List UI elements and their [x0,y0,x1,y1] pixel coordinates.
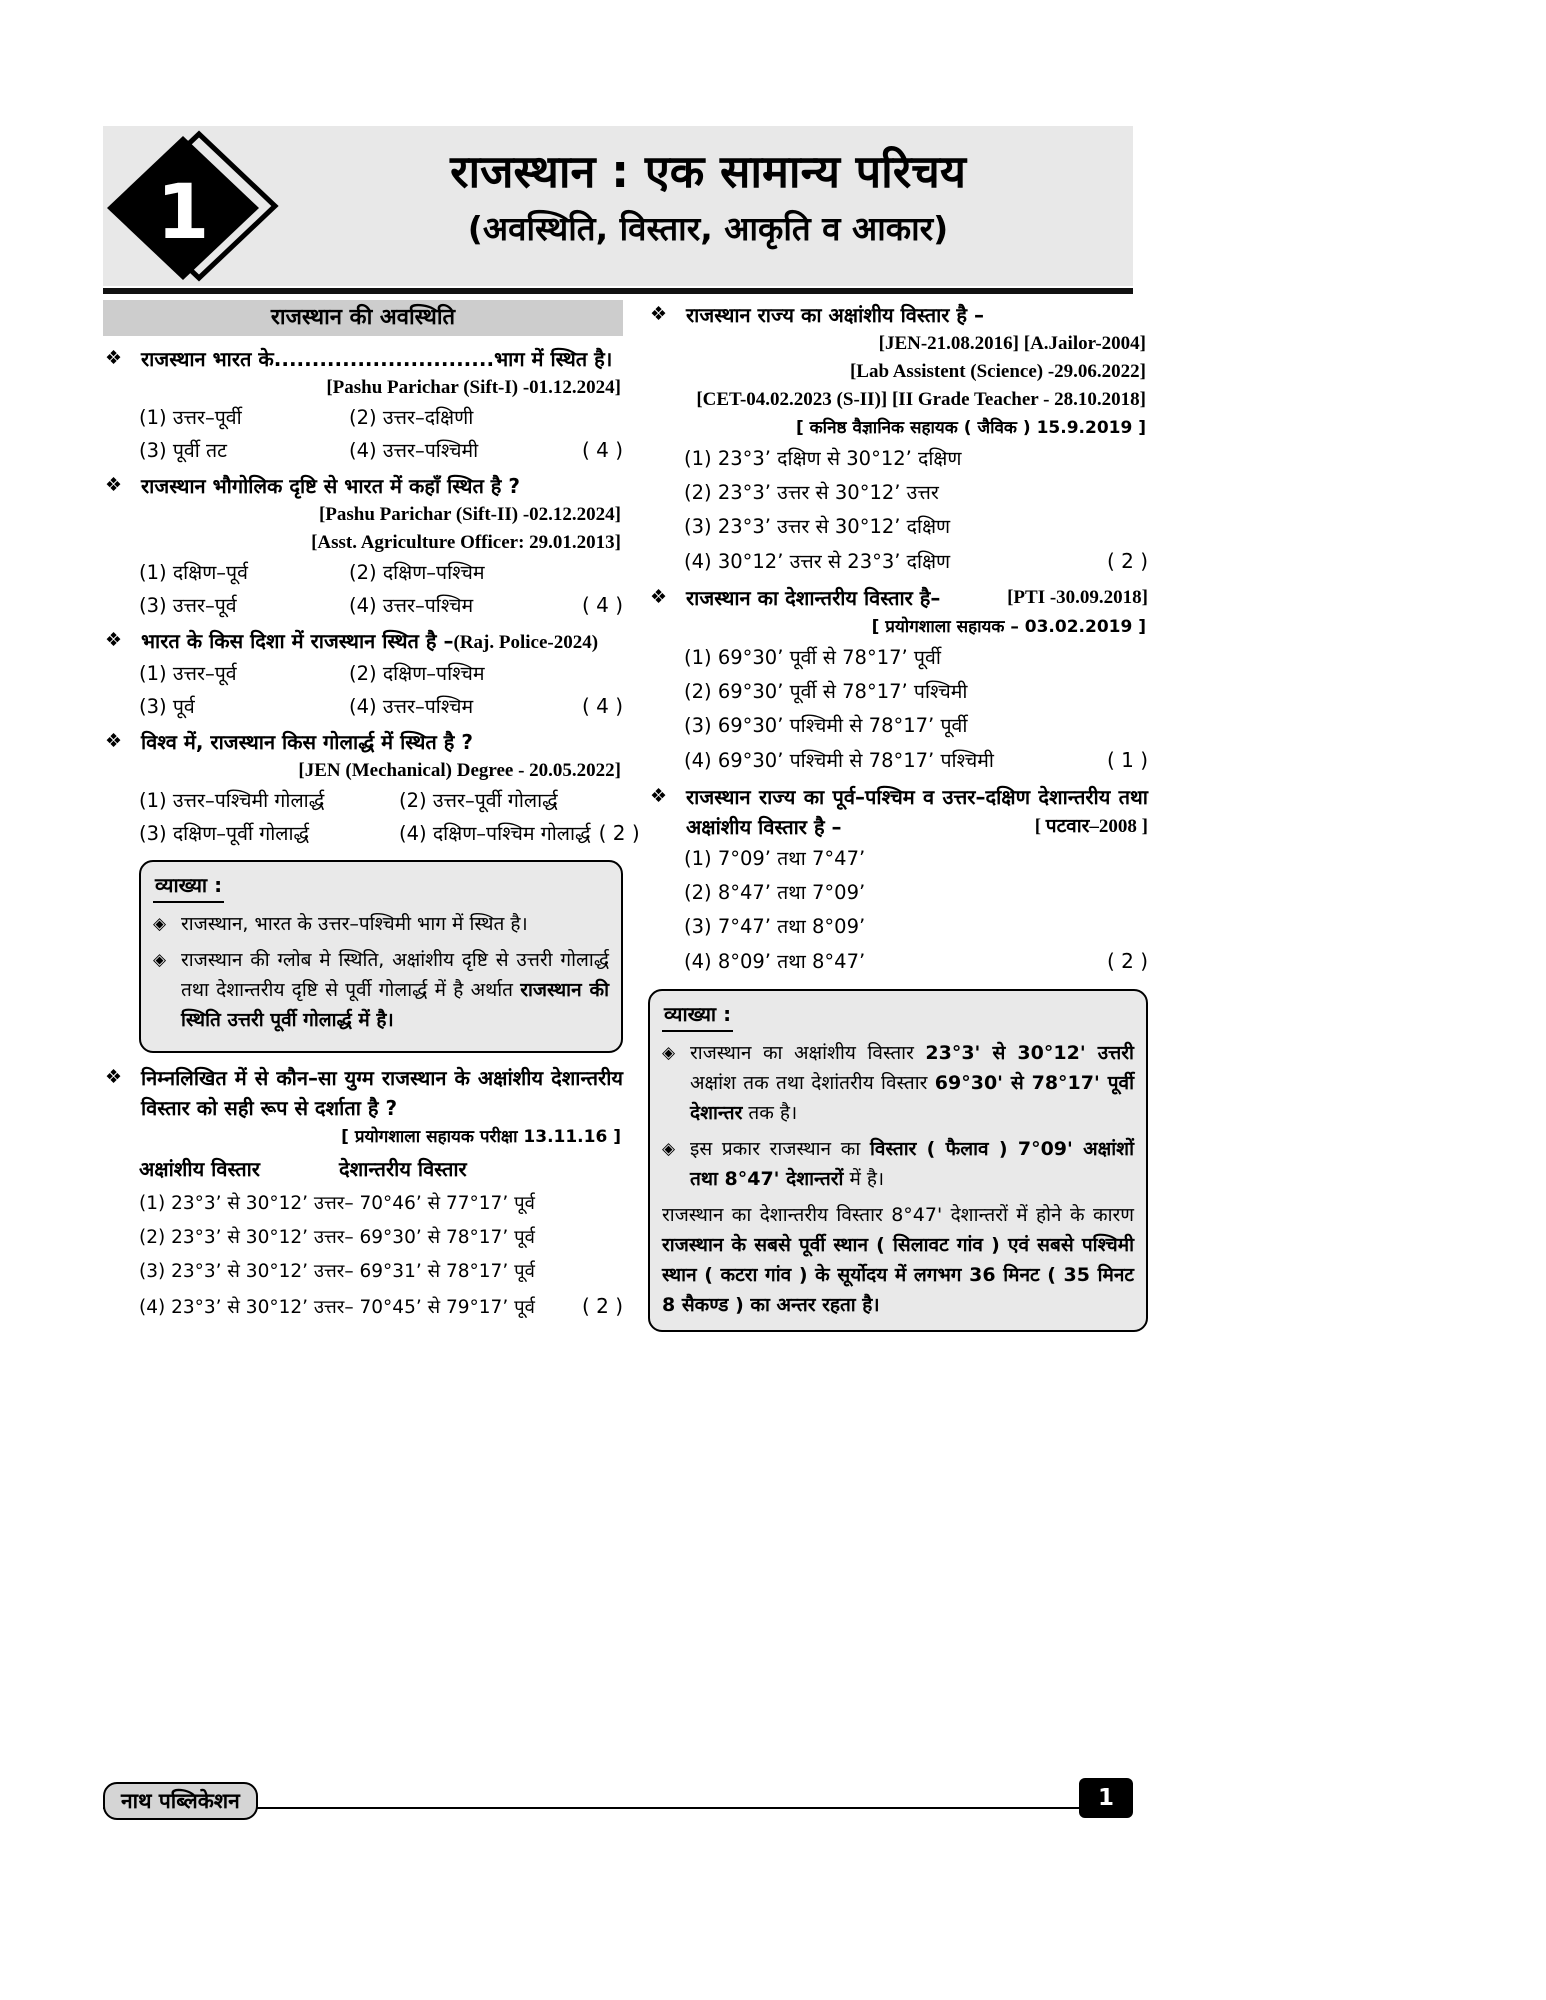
option-4[interactable]: (4) 8°09’ तथा 8°47’ [684,950,866,973]
explanation-1-part-c: अक्षांश तक तथा देशांतरीय विस्तार [690,1072,935,1094]
explain-bullet-icon: ◈ [153,950,167,969]
option-1[interactable]: (1) दक्षिण–पूर्व [139,561,248,584]
chapter-number-badge [103,130,281,282]
option-1[interactable]: (1) 23°3’ दक्षिण से 30°12’ दक्षिण [684,447,962,470]
chapter-number: 1 [156,167,210,256]
question-3-text [141,626,623,658]
column-header-longitude: देशान्तरीय विस्तार [339,1157,467,1181]
option-3[interactable]: (3) पूर्वी तट [139,439,227,462]
question-6-source-2: [Lab Assistent (Science) -29.06.2022] [849,361,1146,382]
option-4[interactable]: (4) 30°12’ उत्तर से 23°3’ दक्षिण [684,550,951,573]
chapter-subtitle: (अवस्थिति, विस्तार, आकृति व आकार) [467,209,949,248]
option-1[interactable]: (1) 7°09’ तथा 7°47’ [684,847,866,870]
explanation-1-part-d: 69°30' से 78°17' पूर्वी देशान्तर [690,1072,1134,1124]
chapter-title: राजस्थान : एक सामान्य परिचय [450,145,966,198]
explanation-1-part-b: 23°3' से 30°12' उत्तरी [925,1042,1134,1064]
option-1[interactable]: (1) 69°30’ पूर्वी से 78°17’ पूर्वी [684,646,941,669]
option-3[interactable]: (3) 23°3’ से 30°12’ उत्तर– 69°31’ से 78°17’ पूर्व [139,1261,535,1282]
question-4 [103,727,640,850]
option-3[interactable]: (3) दक्षिण–पूर्वी गोलार्द्ध [139,822,310,845]
question-1-options [139,402,623,467]
option-2[interactable]: (2) 23°3’ उत्तर से 30°12’ उत्तर [684,481,939,504]
question-1-text: राजस्थान भारत के.............................भाग में स्थित है। [141,347,613,371]
column-header-latitude: अक्षांशीय विस्तार [139,1157,260,1181]
explanation-2-part-c: में है। [843,1168,885,1190]
option-2[interactable]: (2) 69°30’ पूर्वी से 78°17’ पश्चिमी [684,680,968,703]
question-1 [103,344,623,467]
option-2[interactable]: (2) उत्तर–पूर्वी गोलार्द्ध [399,789,558,812]
question-3-options [139,658,623,723]
explanation-title: व्याख्या : [662,999,733,1032]
question-7 [648,583,1148,778]
explanation-item-2-bold: राजस्थान की स्थिति उत्तरी पूर्वी गोलार्द्ध में है। [181,979,609,1031]
option-2[interactable]: (2) 8°47’ तथा 7°09’ [684,881,866,904]
question-5 [103,1063,623,1325]
publisher-badge: नाथ पब्लिकेशन [103,1782,258,1820]
question-2-source-2: [Asst. Agriculture Officer: 29.01.2013] [311,532,621,553]
explanation-para-part-a: राजस्थान का देशान्तरीय विस्तार 8°47' देशान्तरों में होने के कारण [662,1204,1134,1226]
option-3[interactable]: (3) उत्तर–पूर्व [139,594,237,617]
question-5-source: [ प्रयोगशाला सहायक परीक्षा 13.11.16 ] [341,1127,621,1147]
option-2[interactable]: (2) दक्षिण–पश्चिम [349,561,485,584]
question-5-options [139,1187,623,1325]
question-8-answer: ( 2 ) [1106,949,1148,973]
option-3[interactable]: (3) 69°30’ पश्चिमी से 78°17’ पूर्वी [684,714,968,737]
question-8-label: राजस्थान राज्य का पूर्व–पश्चिम व उत्तर–दक्षिण देशान्तरीय तथा अक्षांशीय विस्तार है – [686,785,1148,839]
explanation-item-2-normal: राजस्थान की ग्लोब मे स्थिति, अक्षांशीय दृष्टि से उत्तरी गोलार्द्ध तथा देशान्तरीय दृष्टि से पूर्वी गोलार्द्ध में है अर्थात [181,949,609,1001]
question-3-source: (Raj. Police-2024) [453,632,599,653]
question-5-answer: ( 2 ) [581,1294,623,1318]
question-7-source-1: [PTI -30.09.2018] [1007,587,1148,608]
explain-bullet-icon: ◈ [662,1139,676,1158]
question-7-label: राजस्थान का देशान्तरीय विस्तार है– [686,586,941,610]
explanation-title: व्याख्या : [153,870,224,903]
explanation-1-part-e: तक है। [742,1102,798,1124]
question-bullet-icon: ❖ [650,304,668,325]
option-1[interactable]: (1) उत्तर–पूर्वी [139,406,242,429]
option-4[interactable]: (4) 23°3’ से 30°12’ उत्तर– 70°45’ से 79°17’ पूर्व [139,1297,535,1318]
option-4[interactable]: (4) उत्तर–पश्चिम [349,594,474,617]
explanation-para-part-b: राजस्थान के सबसे पूर्वी स्थान ( सिलावट गांव ) एवं सबसे पश्चिमी स्थान ( कटरा गांव ) के सूर्योदय में लगभग 36 मिनट ( 35 मिनट 8 सैकण्ड ) का अन्तर रहता है। [662,1234,1134,1316]
question-6-text: राजस्थान राज्य का अक्षांशीय विस्तार है – [686,303,984,327]
question-6-options [684,442,1148,579]
question-3 [103,626,623,723]
question-6-source-4: [ कनिष्ठ वैज्ञानिक सहायक ( जैविक ) 15.9.2019 ] [795,418,1146,438]
option-3[interactable]: (3) 7°47’ तथा 8°09’ [684,915,866,938]
question-6-answer: ( 2 ) [1106,549,1148,573]
explanation-box-1 [139,860,623,1053]
question-4-answer: ( 2 ) [598,821,640,845]
explanation-2-part-b: विस्तार ( फैलाव ) 7°09' अक्षांशों तथा 8°47' देशान्तरों [690,1138,1134,1190]
option-3[interactable]: (3) 23°3’ उत्तर से 30°12’ दक्षिण [684,515,951,538]
explanation-item-2 [690,1134,1134,1194]
page-number: 1 [1079,1778,1133,1818]
question-8-options [684,842,1148,979]
explanation-item-1 [690,1038,1134,1128]
explanation-paragraph [662,1200,1134,1320]
question-1-source: [Pashu Parichar (Sift-I) -01.12.2024] [326,377,621,398]
question-2-answer: ( 4 ) [581,593,623,617]
question-bullet-icon: ❖ [105,630,123,651]
question-2 [103,471,623,622]
question-bullet-icon: ❖ [650,786,668,807]
question-bullet-icon: ❖ [105,1067,123,1088]
explain-bullet-icon: ◈ [662,1043,676,1062]
option-2[interactable]: (2) 23°3’ से 30°12’ उत्तर– 69°30’ से 78°17’ पूर्व [139,1227,535,1248]
option-2[interactable]: (2) उत्तर–दक्षिणी [349,406,474,429]
question-bullet-icon: ❖ [105,475,123,496]
question-bullet-icon: ❖ [105,348,123,369]
option-2[interactable]: (2) दक्षिण–पश्चिम [349,662,485,685]
explanation-1-part-a: राजस्थान का अक्षांशीय विस्तार [690,1042,926,1064]
question-5-column-headers [139,1151,623,1187]
question-7-answer: ( 1 ) [1106,748,1148,772]
question-8-source: [ पटवार–2008 ] [1034,816,1148,837]
right-column [648,300,1148,1342]
section-header: राजस्थान की अवस्थिति [103,300,623,336]
left-column [103,300,640,1329]
option-3[interactable]: (3) पूर्व [139,695,195,718]
explain-bullet-icon: ◈ [153,914,167,933]
question-3-label: भारत के किस दिशा में राजस्थान स्थित है – [141,629,454,653]
explanation-item-2 [181,945,609,1035]
question-8 [648,782,1148,979]
question-1-answer: ( 4 ) [581,438,623,462]
question-2-source-1: [Pashu Parichar (Sift-II) -02.12.2024] [318,504,621,525]
question-3-answer: ( 4 ) [581,694,623,718]
chapter-banner [103,126,1133,286]
option-4[interactable]: (4) 69°30’ पश्चिमी से 78°17’ पश्चिमी [684,749,994,772]
explanation-item-1: राजस्थान, भारत के उत्तर–पश्चिमी भाग में स्थित है। [181,913,528,935]
option-1[interactable]: (1) उत्तर–पश्चिमी गोलार्द्ध [139,789,325,812]
option-4[interactable]: (4) उत्तर–पश्चिम [349,695,474,718]
question-6-source-1: [JEN-21.08.2016] [A.Jailor-2004] [878,333,1146,354]
option-1[interactable]: (1) 23°3’ से 30°12’ उत्तर– 70°46’ से 77°17’ पूर्व [139,1193,535,1214]
question-4-source: [JEN (Mechanical) Degree - 20.05.2022] [298,760,621,781]
question-4-text: विश्व में, राजस्थान किस गोलार्द्ध में स्थित है ? [141,730,473,754]
question-7-text [686,583,1148,613]
question-6-source-3: [CET-04.02.2023 (S-II)] [II Grade Teacher - 28.10.2018] [696,389,1146,410]
question-bullet-icon: ❖ [650,587,668,608]
option-1[interactable]: (1) उत्तर–पूर्व [139,662,237,685]
question-7-source-2: [ प्रयोगशाला सहायक – 03.02.2019 ] [871,617,1146,637]
question-2-text: राजस्थान भौगोलिक दृष्टि से भारत में कहाँ स्थित है ? [141,474,520,498]
question-7-options [684,641,1148,778]
option-4[interactable]: (4) दक्षिण–पश्चिम गोलार्द्ध [399,822,591,845]
question-bullet-icon: ❖ [105,731,123,752]
question-8-text [686,782,1148,842]
chapter-title-group [293,132,1123,282]
question-4-options [139,785,640,850]
explanation-box-2 [648,989,1148,1332]
question-2-options [139,557,623,622]
question-5-text: निम्नलिखित में से कौन–सा युग्म राजस्थान के अक्षांशीय देशान्तरीय विस्तार को सही रूप से दर्शाता है ? [141,1066,623,1120]
explanation-2-part-a: इस प्रकार राजस्थान का [690,1138,870,1160]
option-4[interactable]: (4) उत्तर–पश्चिमी [349,439,479,462]
question-6 [648,300,1148,579]
banner-rule [103,288,1133,294]
